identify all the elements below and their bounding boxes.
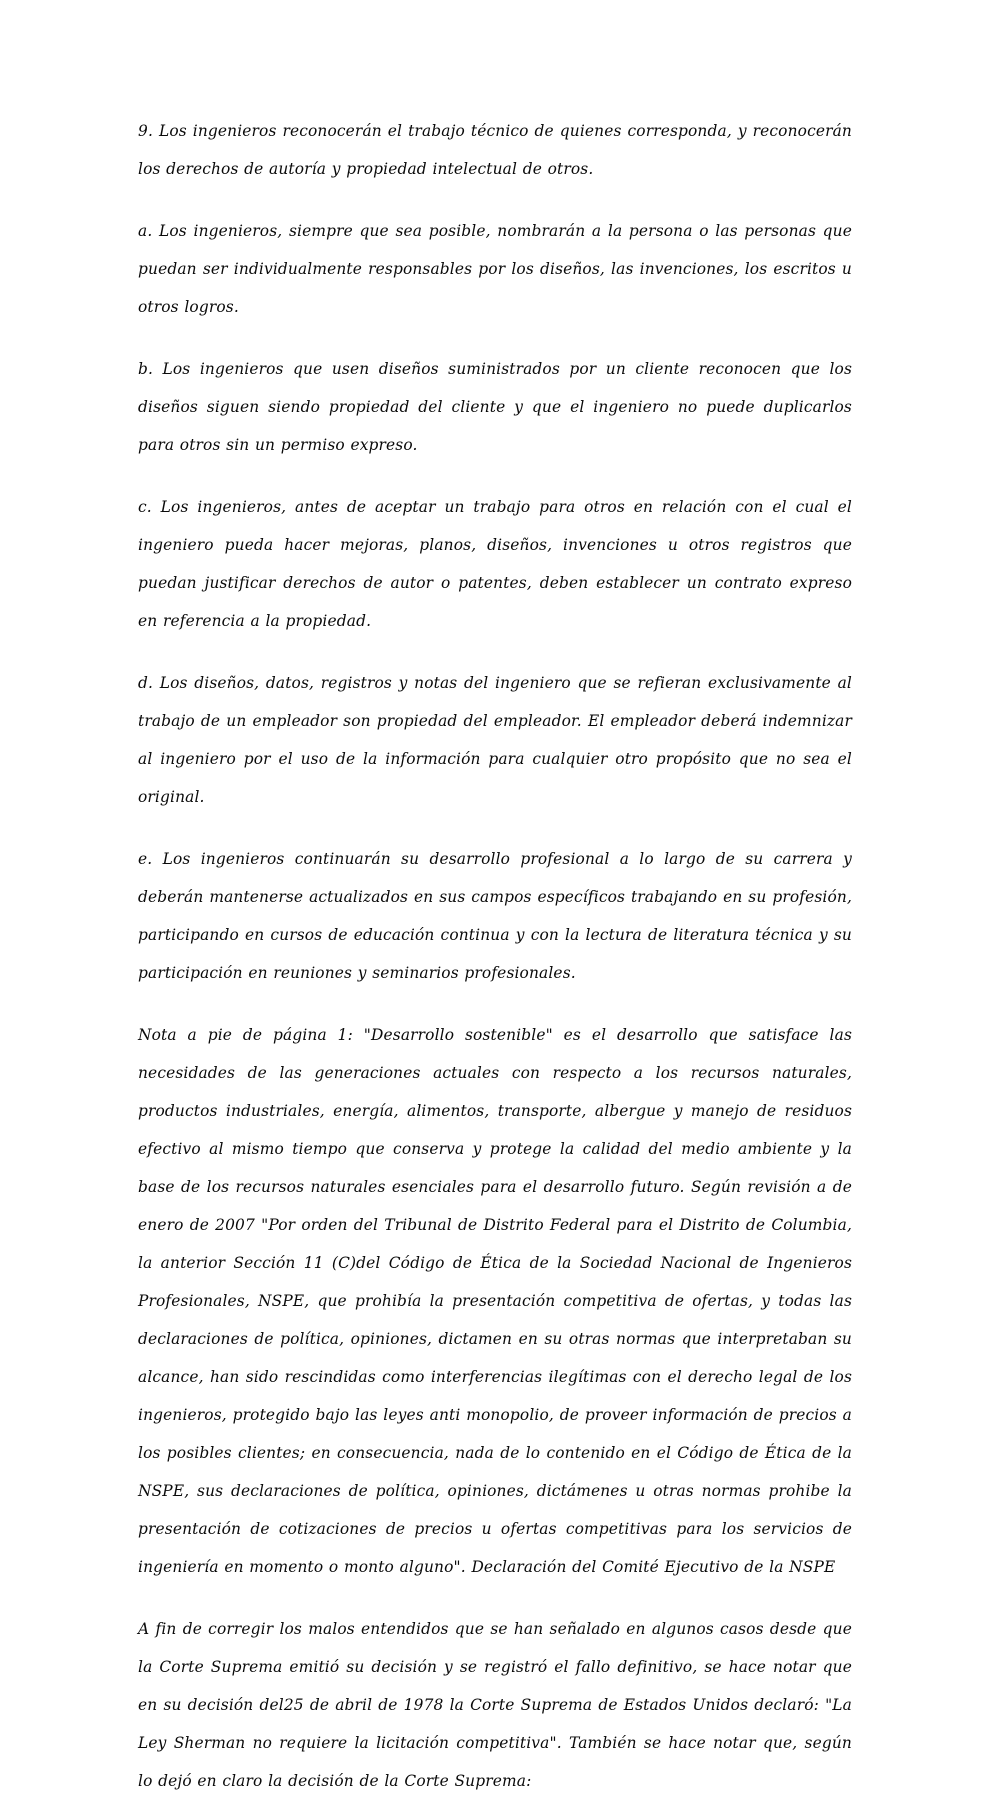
paragraph-item-9a: a. Los ingenieros, siempre que sea posible, nombrarán a la persona o las personas que puedan ser individualmente responsables por los diseños, las invenciones, los escritos u otros logros. (138, 222, 852, 316)
paragraph-footnote-1: Nota a pie de página 1: "Desarrollo sostenible" es el desarrollo que satisface las necesidades de las generaciones actuales con respecto a los recursos naturales, productos industriales, energía, alimentos, transporte, albergue y manejo de residuos efectivo al mismo tiempo que conserva y protege la calidad del medio ambiente y la base de los recursos naturales esenciales para el desarrollo futuro. Según revisión a de enero de 2007 "Por orden del Tribunal de Distrito Federal para el Distrito de Columbia, la anterior Sección 11 (C)del Código de Ética de la Sociedad Nacional de Ingenieros Profesionales, NSPE, que prohibía la presentación competitiva de ofertas, y todas las declaraciones de política, opiniones, dictamen en su otras normas que interpretaban su alcance, han sido rescindidas como interferencias ilegítimas con el derecho legal de los ingenieros, protegido bajo las leyes anti monopolio, de proveer información de precios a los posibles clientes; en consecuencia, nada de lo contenido en el Código de Ética de la NSPE, sus declaraciones de política, opiniones, dictámenes u otras normas prohibe la presentación de cotizaciones de precios u ofertas competitivas para los servicios de ingeniería en momento o monto alguno". Declaración del Comité Ejecutivo de la NSPE (138, 1026, 852, 1576)
paragraph-item-9: 9. Los ingenieros reconocerán el trabajo técnico de quienes corresponda, y reconocerán los derechos de autoría y propiedad intelectual de otros. (138, 122, 852, 178)
paragraph-item-9e: e. Los ingenieros continuarán su desarrollo profesional a lo largo de su carrera y deberán mantenerse actualizados en sus campos específicos trabajando en su profesión, participando en cursos de educación continua y con la lectura de literatura técnica y su participación en reuniones y seminarios profesionales. (138, 850, 852, 982)
document-text-body (138, 112, 852, 1800)
paragraph-item-9b: b. Los ingenieros que usen diseños suministrados por un cliente reconocen que los diseños siguen siendo propiedad del cliente y que el ingeniero no puede duplicarlos para otros sin un permiso expreso. (138, 360, 852, 454)
paragraph-item-9d: d. Los diseños, datos, registros y notas del ingeniero que se refieran exclusivamente al trabajo de un empleador son propiedad del empleador. El empleador deberá indemnizar al ingeniero por el uso de la información para cualquier otro propósito que no sea el original. (138, 674, 852, 806)
paragraph-item-9c: c. Los ingenieros, antes de aceptar un trabajo para otros en relación con el cual el ingeniero pueda hacer mejoras, planos, diseños, invenciones u otros registros que puedan justificar derechos de autor o patentes, deben establecer un contrato expreso en referencia a la propiedad. (138, 498, 852, 630)
paragraph-closing: A fin de corregir los malos entendidos que se han señalado en algunos casos desde que la Corte Suprema emitió su decisión y se registró el fallo definitivo, se hace notar que en su decisión del25 de abril de 1978 la Corte Suprema de Estados Unidos declaró: "La Ley Sherman no requiere la licitación competitiva". También se hace notar que, según lo dejó en claro la decisión de la Corte Suprema: (138, 1620, 852, 1790)
